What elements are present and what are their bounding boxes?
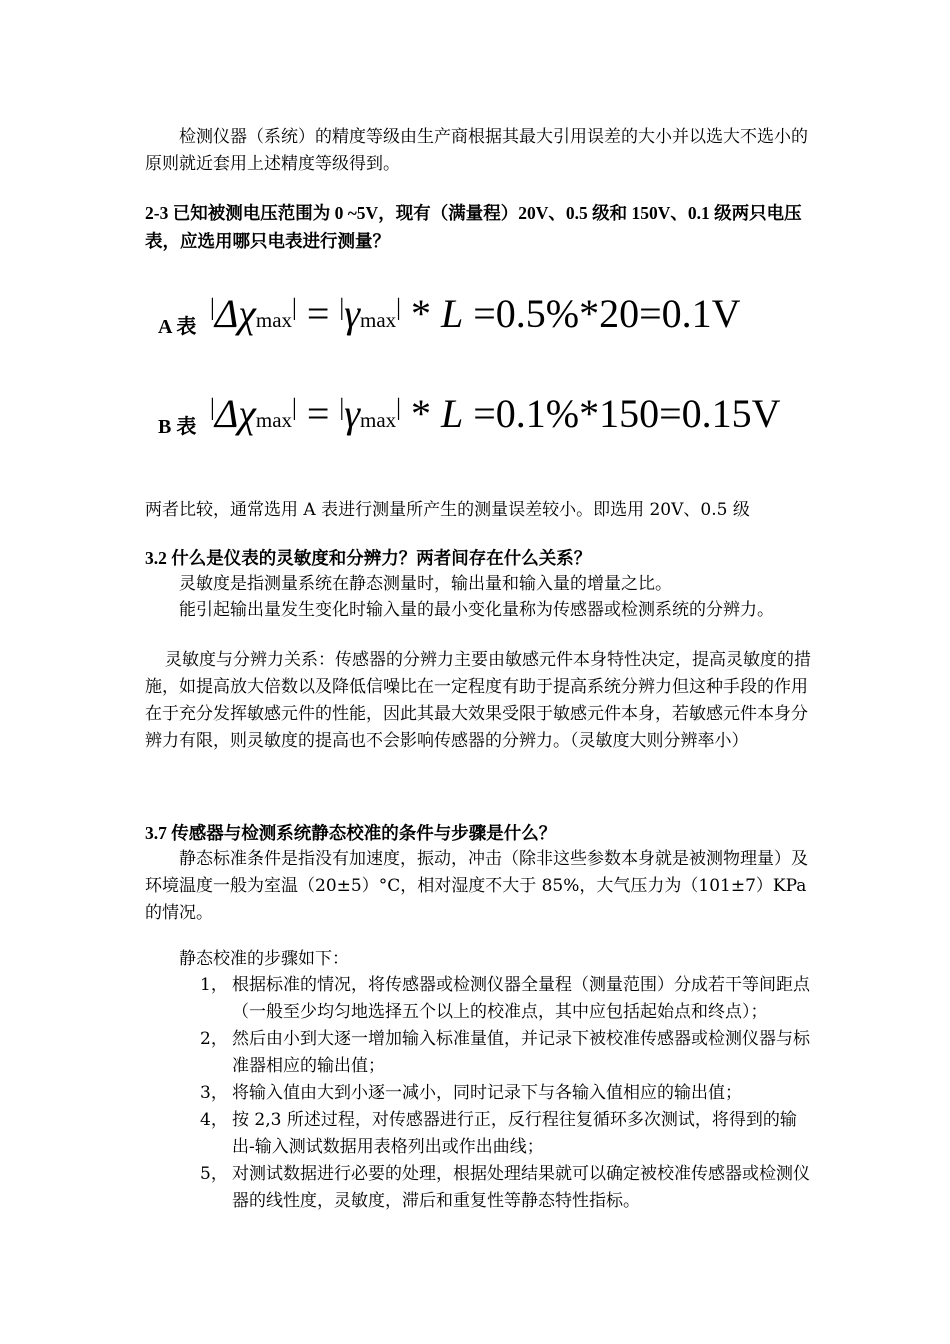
formula-b-L: L — [440, 391, 464, 436]
step-item: 1， 根据标准的情况，将传感器或检测仪器全量程（测量范围）分成若干等间距点（一般至少均匀地选择五个以上的校准点，其中应包括起始点和终点）； — [200, 975, 810, 1022]
step-item: 4， 按 2,3 所述过程，对传感器进行正，反行程往复循环多次测试，将得到的输出-输入测试数据用表格列出或作出曲线； — [200, 1110, 797, 1157]
formula-a — [158, 290, 858, 360]
steps-title: 静态校准的步骤如下： — [179, 949, 349, 969]
formula-a-op: * — [410, 291, 431, 336]
formula-b-rhs: =0.1%*150=0.15V — [473, 391, 781, 436]
formula-b-op: * — [410, 391, 431, 436]
question-2-3: 2-3 已知被测电压范围为 0 ~5V，现有（满量程）20V、0.5 级和 150V、0.1 级两只电压表，应选用哪只电表进行测量？ — [145, 203, 802, 251]
formula-a-delta: Δχ — [214, 291, 256, 336]
formula-a-expression: |Δχmax| = |γmax| * L =0.5%*20=0.1V — [210, 291, 741, 336]
formula-a-sub2: max — [360, 308, 397, 332]
answer-3-2-p2: 能引起输出量发生变化时输入量的最小变化量称为传感器或检测系统的分辨力。 — [179, 600, 774, 620]
formula-b — [158, 390, 858, 460]
conclusion-2-3: 两者比较，通常选用 A 表进行测量所产生的测量误差较小。即选用 20V、0.5 级 — [145, 500, 750, 520]
formula-b-label: B 表 — [158, 416, 197, 438]
formula-a-sub1: max — [255, 308, 293, 332]
formula-a-gamma: γ — [344, 291, 360, 336]
step-item: 2， 然后由小到大逐一增加输入标准量值，并记录下被校准传感器或检测仪器与标准器相应的输出值； — [200, 1029, 810, 1076]
formula-a-L: L — [440, 291, 464, 336]
answer-3-2-p3: 灵敏度与分辨力关系：传感器的分辨力主要由敏感元件本身特性决定，提高灵敏度的措施，如提高放大倍数以及降低信噪比在一定程度有助于提高系统分辨力但这种手段的作用在于充分发挥敏感元件的性能，因此其最大效果受限于敏感元件本身，若敏感元件本身分辨力有限，则灵敏度的提高也不会影响传感器的分辨力。（灵敏度大则分辨率小） — [145, 650, 811, 751]
step-item: 3， 将输入值由大到小逐一减小，同时记录下与各输入值相应的输出值； — [200, 1083, 742, 1103]
formula-a-label: A 表 — [158, 316, 197, 338]
answer-3-7-p1: 静态标准条件是指没有加速度，振动，冲击（除非这些参数本身就是被测物理量）及环境温度一般为室温（20±5）°C，相对湿度不大于 85%，大气压力为（101±7）KPa 的情况。 — [145, 849, 808, 923]
formula-b-gamma: γ — [344, 391, 360, 436]
intro-paragraph: 检测仪器（系统）的精度等级由生产商根据其最大引用误差的大小并以选大不选小的原则就近套用上述精度等级得到。 — [145, 127, 808, 174]
steps-list — [200, 972, 815, 1215]
formula-b-sub2: max — [360, 408, 397, 432]
step-item: 5， 对测试数据进行必要的处理，根据处理结果就可以确定被校准传感器或检测仪器的线性度，灵敏度，滞后和重复性等静态特性指标。 — [200, 1164, 810, 1211]
formula-b-expression: |Δχmax| = |γmax| * L =0.1%*150=0.15V — [210, 391, 781, 436]
formula-b-sub1: max — [255, 408, 293, 432]
answer-3-2-p1: 灵敏度是指测量系统在静态测量时，输出量和输入量的增量之比。 — [179, 574, 672, 594]
question-3-7: 3.7 传感器与检测系统静态校准的条件与步骤是什么？ — [145, 823, 557, 843]
question-3-2: 3.2 什么是仪表的灵敏度和分辨力？两者间存在什么关系？ — [145, 548, 592, 568]
formula-a-rhs: =0.5%*20=0.1V — [473, 291, 741, 336]
formula-b-delta: Δχ — [214, 391, 256, 436]
